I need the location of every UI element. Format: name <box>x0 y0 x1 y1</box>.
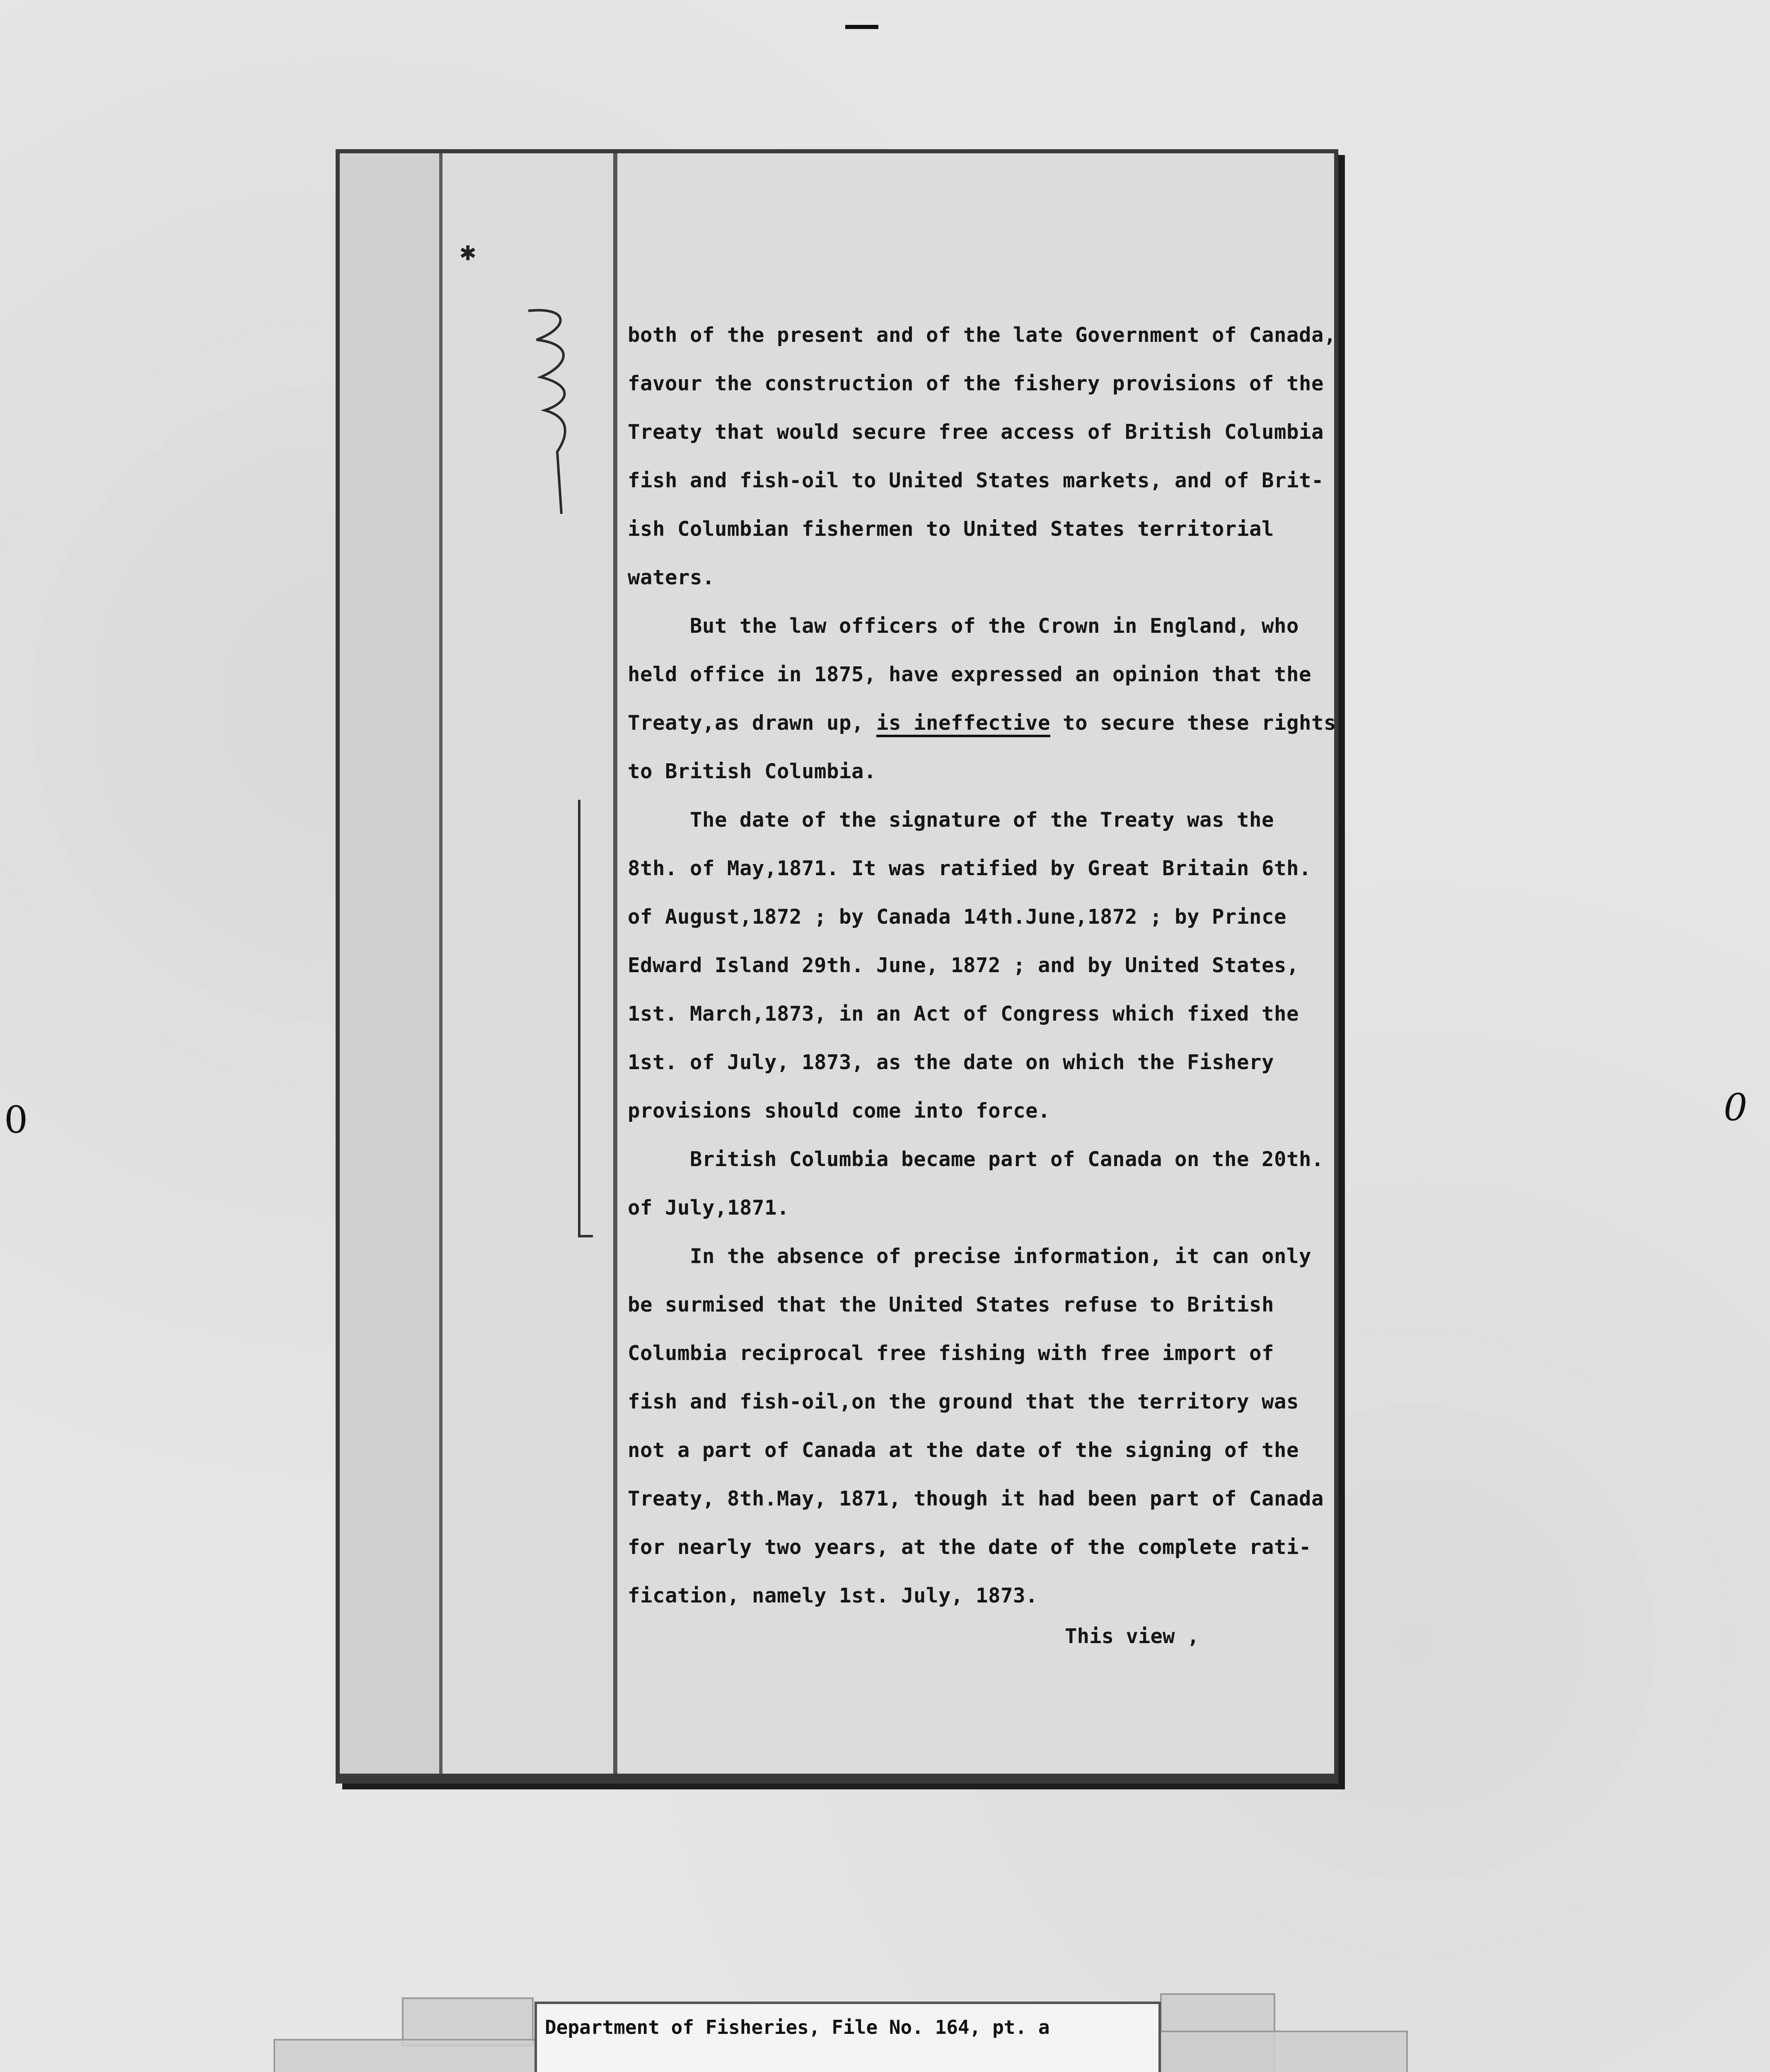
sheet-left-strip <box>340 153 442 1774</box>
asterisk-mark: ✱ <box>460 236 476 267</box>
tape-piece <box>1156 2031 1408 2072</box>
file-reference-text: Department of Fisheries, File No. 164, pt. a <box>545 2016 1050 2038</box>
text-line: of August,1872 ; by Canada 14th.June,1872 ; by Prince <box>628 905 1287 929</box>
text-line: In the absence of precise information, it can only <box>690 1244 1312 1268</box>
left-edge-mark: 0 <box>4 1098 28 1142</box>
text-line: 1st. March,1873, in an Act of Congress which fixed the <box>628 1002 1299 1026</box>
text-line: of July,1871. <box>628 1196 790 1220</box>
text-line: fication, namely 1st. July, 1873. <box>628 1584 1038 1607</box>
text-line: be surmised that the United States refuse to British <box>628 1293 1274 1317</box>
text-line: held office in 1875, have expressed an opinion that the <box>628 663 1312 686</box>
text-line: provisions should come into force. <box>628 1099 1051 1123</box>
text-segment: to secure these rights <box>1050 711 1337 735</box>
text-line: ish Columbian fishermen to United States territorial <box>628 517 1274 541</box>
text-line: British Columbia became part of Canada on the 20th. <box>690 1147 1324 1171</box>
margin-bracket <box>578 800 593 1237</box>
text-line: for nearly two years, at the date of the complete rati- <box>628 1535 1312 1559</box>
text-line: Edward Island 29th. June, 1872 ; and by United States, <box>628 954 1299 977</box>
margin-scribble <box>512 303 582 518</box>
right-edge-mark: 0 <box>1724 1086 1748 1129</box>
text-line: not a part of Canada at the date of the signing of the <box>628 1438 1299 1462</box>
text-line: 1st. of July, 1873, as the date on which the Fishery <box>628 1051 1274 1074</box>
sheet-margin-rule <box>613 153 617 1774</box>
text-line: Treaty that would secure free access of British Columbia <box>628 420 1324 444</box>
text-line: 8th. of May,1871. It was ratified by Great Britain 6th. <box>628 857 1312 880</box>
tape-piece <box>273 2039 563 2072</box>
text-line-with-underline <box>628 699 1340 747</box>
text-line: to British Columbia. <box>628 760 877 783</box>
top-edge-mark <box>845 25 878 29</box>
underlined-phrase: is ineffective <box>876 711 1050 737</box>
text-line: The date of the signature of the Treaty was the <box>690 808 1274 832</box>
text-line: fish and fish-oil to United States markets, and of Brit- <box>628 469 1324 492</box>
text-line: Columbia reciprocal free fishing with free import of <box>628 1341 1274 1365</box>
text-line: both of the present and of the late Government of Canada, <box>628 323 1337 347</box>
page-continuation-signoff: This view , <box>1065 1624 1199 1648</box>
text-line: fish and fish-oil,on the ground that the territory was <box>628 1390 1299 1414</box>
text-line: But the law officers of the Crown in England, who <box>690 614 1299 638</box>
text-line: waters. <box>628 566 715 589</box>
text-line: favour the construction of the fishery provisions of the <box>628 372 1324 395</box>
text-segment: Treaty,as drawn up, <box>628 711 877 735</box>
text-line: Treaty, 8th.May, 1871, though it had been part of Canada <box>628 1487 1324 1510</box>
typed-text-body <box>628 311 1340 1620</box>
